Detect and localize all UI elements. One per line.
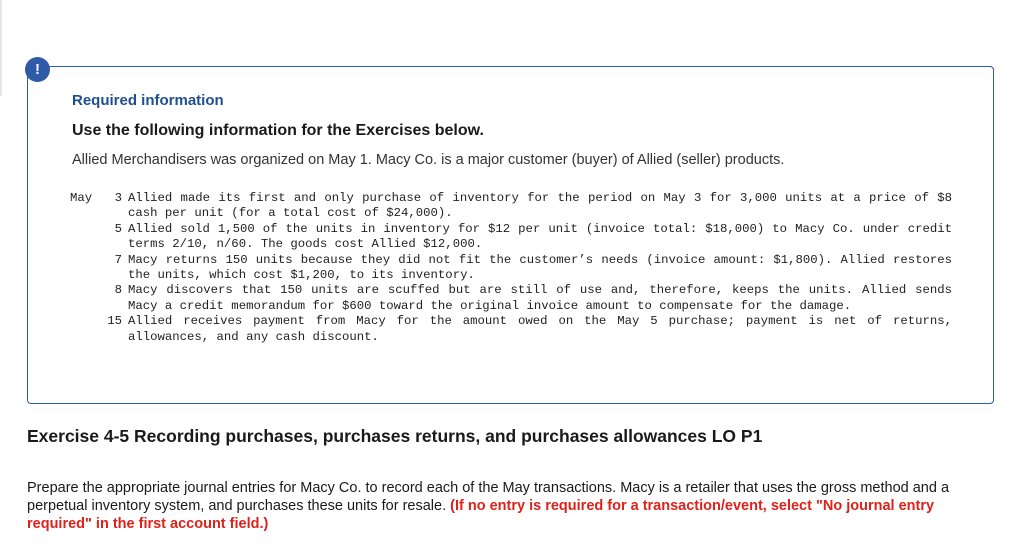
transactions-table (70, 191, 952, 345)
instructions-text: Prepare the appropriate journal entries for Macy Co. to record each of the May transactions. Macy is a retailer that uses the gross method and a perpetual inventory system, and purchases these units for resale. (27, 480, 950, 514)
no-entry-note: (If no entry is required for a transaction/event, select "No journal entry required" in the first account field.) (27, 498, 935, 532)
transaction-text: Allied made its first and only purchase of inventory for the period on May 3 for 3,000 units at a price of $8 cash per unit (for a total cost of $24,000). (128, 191, 952, 221)
intro-text: Allied Merchandisers was organized on May 1. Macy Co. is a major customer (buyer) of Allied (seller) products. (72, 152, 785, 168)
exercise-instructions (27, 479, 997, 533)
transaction-text: Allied sold 1,500 of the units in inventory for $12 per unit (invoice total: $18,000) to Macy Co. under credit terms 2/10, n/60. The goods cost Allied $12,000. (128, 221, 952, 252)
transaction-row (70, 314, 952, 345)
transaction-row (70, 253, 952, 284)
exercise-title: Exercise 4-5 Recording purchases, purchases returns, and purchases allowances LO P1 (27, 426, 763, 446)
left-divider (0, 0, 2, 96)
transaction-row (70, 222, 952, 253)
transaction-day: 7 (114, 252, 122, 267)
transaction-day: 5 (114, 221, 122, 236)
use-information-heading: Use the following information for the Exercises below. (72, 122, 484, 139)
transaction-text: Macy discovers that 150 units are scuffed but are still of use and, therefore, keeps the units. Allied sends Macy a credit memorandum for $600 toward the original invoice amount to compensate for the damage. (128, 283, 952, 313)
transaction-day: 3 (114, 191, 122, 205)
transaction-row (70, 191, 952, 222)
alert-icon: ! (25, 57, 50, 82)
required-information-title: Required information (72, 92, 224, 109)
transaction-text: Allied receives payment from Macy for the amount owed on the May 5 purchase; payment is net of returns, allowances, and any cash discount. (128, 314, 952, 344)
transaction-day: 8 (114, 283, 122, 298)
transaction-row (70, 283, 952, 314)
transaction-text: Macy returns 150 units because they did not fit the customer’s needs (invoice amount: $1,800). Allied restores the units, which cost $1,200, to its inventory. (128, 252, 952, 283)
transaction-day: 15 (107, 314, 122, 329)
transaction-month: May (70, 191, 93, 205)
